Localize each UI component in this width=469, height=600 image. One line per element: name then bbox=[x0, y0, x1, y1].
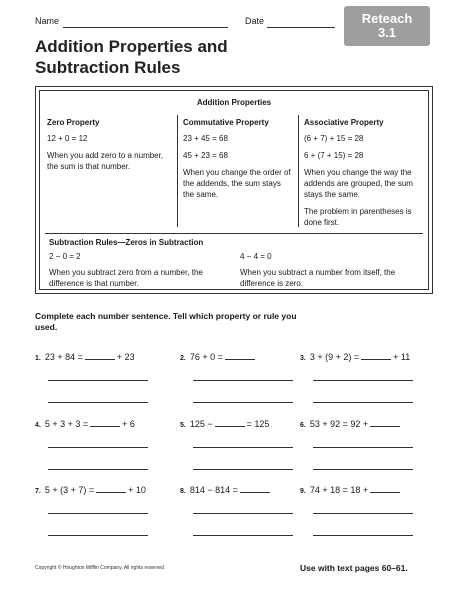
problem-text: 74 + 18 = 18 + bbox=[309, 485, 369, 495]
problem-text: + 11 bbox=[393, 352, 411, 362]
associative-property-heading: Associative Property bbox=[304, 118, 384, 127]
problem-text: 23 + 84 = bbox=[44, 352, 83, 362]
answer-blank[interactable] bbox=[361, 352, 391, 360]
subtraction-equation-2: 4 − 4 = 0 bbox=[240, 252, 272, 261]
answer-blank[interactable] bbox=[370, 419, 400, 427]
subtraction-rule-self bbox=[240, 251, 425, 289]
answer-line[interactable] bbox=[193, 447, 293, 448]
section-divider bbox=[45, 233, 423, 234]
properties-box-inner bbox=[39, 90, 429, 290]
problem-text: 814 − 814 = bbox=[189, 485, 238, 495]
answer-line[interactable] bbox=[48, 513, 148, 514]
answer-line[interactable] bbox=[48, 447, 148, 448]
associative-equation-1: (6 + 7) + 15 = 28 bbox=[304, 134, 364, 143]
answer-line[interactable] bbox=[313, 535, 413, 536]
name-field[interactable] bbox=[63, 27, 228, 28]
instructions: Complete each number sentence. Tell which property or rule you used. bbox=[35, 311, 297, 332]
text-pages-reference: Use with text pages 60–61. bbox=[300, 563, 408, 573]
subtraction-equation-1: 2 − 0 = 2 bbox=[49, 252, 81, 261]
page-title: Addition Properties and Subtraction Rules bbox=[35, 37, 228, 77]
problem-number: 8. bbox=[180, 488, 186, 495]
associative-property-column bbox=[299, 113, 427, 231]
commutative-property-note: When you change the order of the addends, the sum stays the same. bbox=[183, 168, 291, 199]
answer-blank[interactable] bbox=[215, 419, 245, 427]
problem-text: 3 + (9 + 2) = bbox=[309, 352, 360, 362]
problem-text: + 23 bbox=[116, 352, 135, 362]
commutative-equation-1: 23 + 45 = 68 bbox=[183, 134, 228, 143]
problem-text: 5 + 3 + 3 = bbox=[44, 419, 89, 429]
problem-text: 53 + 92 = 92 + bbox=[309, 419, 369, 429]
problem-text: 125 − bbox=[189, 419, 213, 429]
answer-line[interactable] bbox=[48, 380, 148, 381]
answer-line[interactable] bbox=[313, 469, 413, 470]
name-label: Name bbox=[35, 16, 60, 26]
date-field[interactable] bbox=[267, 27, 335, 28]
problem-text: + 6 bbox=[122, 419, 135, 429]
associative-equation-2: 6 + (7 + 15) = 28 bbox=[304, 151, 364, 160]
answer-line[interactable] bbox=[48, 402, 148, 403]
copyright-notice: Copyright © Houghton Mifflin Company. All rights reserved. bbox=[35, 565, 166, 571]
answer-line[interactable] bbox=[313, 402, 413, 403]
addition-properties-title: Addition Properties bbox=[196, 98, 272, 107]
commutative-property-heading: Commutative Property bbox=[183, 118, 269, 127]
problem-6 bbox=[300, 419, 430, 429]
answer-line[interactable] bbox=[313, 513, 413, 514]
problem-number: 1. bbox=[35, 355, 41, 362]
commutative-property-column bbox=[178, 113, 297, 231]
associative-property-note-1: When you change the way the addends are grouped, the sum stays the same. bbox=[304, 168, 413, 199]
subtraction-note-2: When you subtract a number from itself, the difference is zero. bbox=[240, 268, 396, 288]
problem-number: 5. bbox=[180, 422, 186, 429]
zero-property-column bbox=[42, 113, 175, 231]
answer-line[interactable] bbox=[193, 469, 293, 470]
header-row bbox=[35, 14, 335, 30]
answer-line[interactable] bbox=[193, 535, 293, 536]
problem-number: 4. bbox=[35, 422, 41, 429]
properties-box bbox=[35, 86, 433, 294]
problem-3 bbox=[300, 352, 430, 362]
problem-number: 6. bbox=[300, 422, 306, 429]
answer-blank[interactable] bbox=[96, 485, 126, 493]
problem-text: 5 + (3 + 7) = bbox=[44, 485, 95, 495]
zero-property-equation: 12 + 0 = 12 bbox=[47, 134, 88, 143]
commutative-equation-2: 45 + 23 = 68 bbox=[183, 151, 228, 160]
zero-property-note: When you add zero to a number, the sum is that number. bbox=[47, 151, 164, 171]
problem-text: = 125 bbox=[246, 419, 270, 429]
problem-text: 76 + 0 = bbox=[189, 352, 223, 362]
problem-number: 7. bbox=[35, 488, 41, 495]
answer-blank[interactable] bbox=[85, 352, 115, 360]
answer-blank[interactable] bbox=[240, 485, 270, 493]
problem-7 bbox=[35, 485, 165, 495]
problem-1 bbox=[35, 352, 165, 362]
problem-2 bbox=[180, 352, 310, 362]
subtraction-rules-heading: Subtraction Rules—Zeros in Subtraction bbox=[49, 238, 204, 247]
answer-line[interactable] bbox=[193, 402, 293, 403]
answer-blank[interactable] bbox=[90, 419, 120, 427]
answer-line[interactable] bbox=[193, 380, 293, 381]
answer-blank[interactable] bbox=[225, 352, 255, 360]
answer-line[interactable] bbox=[48, 535, 148, 536]
problem-9 bbox=[300, 485, 430, 495]
reteach-badge: Reteach 3.1 bbox=[344, 6, 430, 46]
problem-5 bbox=[180, 419, 310, 429]
problem-number: 9. bbox=[300, 488, 306, 495]
associative-property-note-2: The problem in parentheses is done first. bbox=[304, 207, 412, 227]
date-label: Date bbox=[245, 16, 265, 26]
problem-number: 2. bbox=[180, 355, 186, 362]
answer-line[interactable] bbox=[193, 513, 293, 514]
problem-number: 3. bbox=[300, 355, 306, 362]
subtraction-note-1: When you subtract zero from a number, the difference is that number. bbox=[49, 268, 203, 288]
problem-text: + 10 bbox=[128, 485, 146, 495]
problem-4 bbox=[35, 419, 165, 429]
subtraction-rule-zero bbox=[49, 251, 229, 289]
answer-line[interactable] bbox=[313, 447, 413, 448]
zero-property-heading: Zero Property bbox=[47, 118, 100, 127]
answer-line[interactable] bbox=[48, 469, 148, 470]
answer-blank[interactable] bbox=[370, 485, 400, 493]
problem-8 bbox=[180, 485, 310, 495]
answer-line[interactable] bbox=[313, 380, 413, 381]
